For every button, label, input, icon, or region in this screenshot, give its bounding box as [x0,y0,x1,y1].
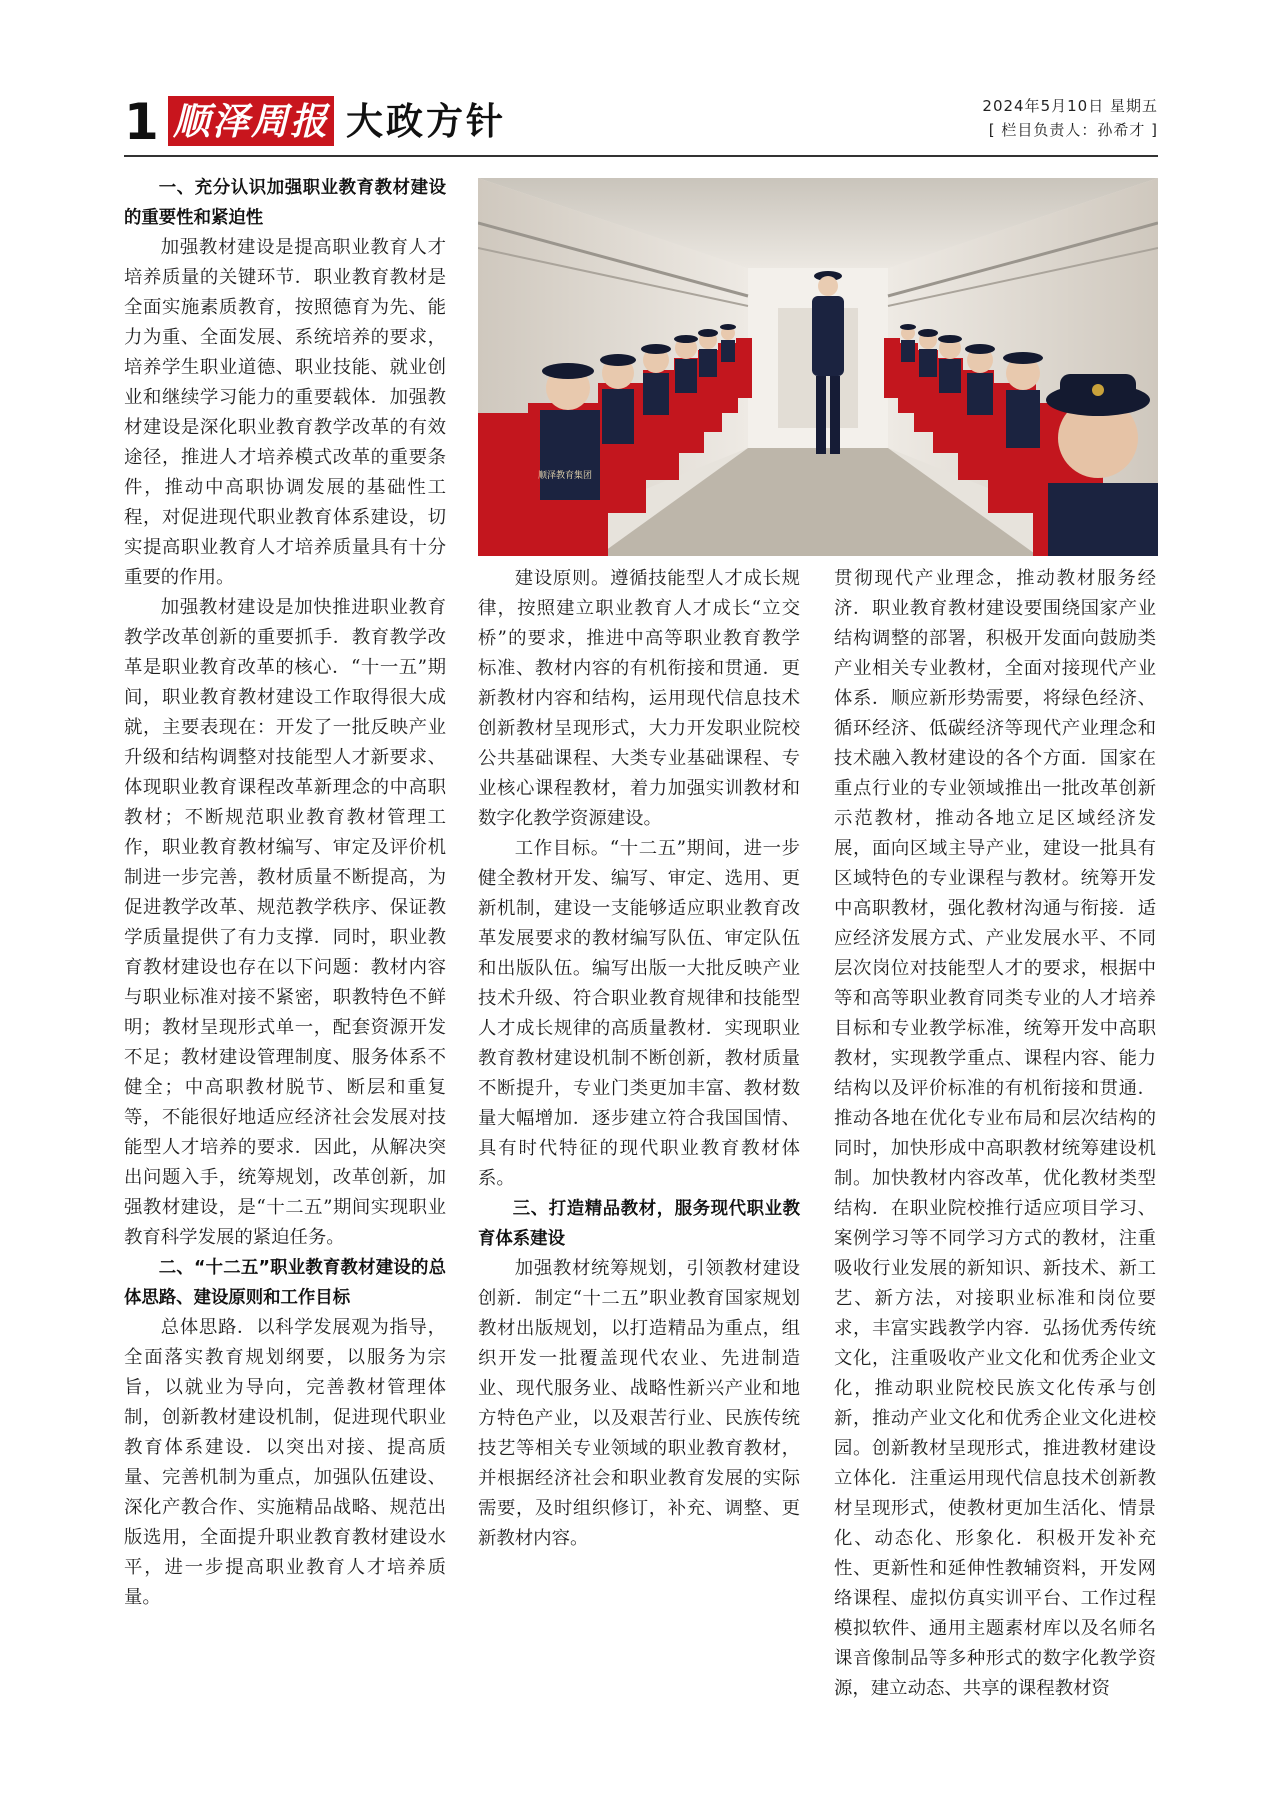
paragraph-2: 加强教材建设是加快推进职业教育教学改革创新的重要抓手．教育教学改革是职业教育改革的核心．“十一五”期间，职业教育教材建设工作取得很大成就，主要表现在：开发了一批反映产业升级和结构调整对技能型人才新要求、体现职业教育课程改革新理念的中高职教材；不断规范职业教育教材管理工作，职业教育教材编写、审定及评价机制进一步完善，教材质量不断提高，为促进教学改革、规范教学秩序、保证教学质量提供了有力支撑．同时，职业教育教材建设也存在以下问题：教材内容与职业标准对接不紧密，职教特色不鲜明；教材呈现形式单一，配套资源开发不足；教材建设管理制度、服务体系不健全；中高职教材脱节、断层和重复等，不能很好地适应经济社会发展对技能型人才培养的要求．因此，从解决突出问题入手，统筹规划，改革创新，加强教材建设，是“十二五”期间实现职业教育科学发展的紧迫任务。 [124,597,446,1248]
heading-2: 二、“十二五”职业教育教材建设的总体思路、建设原则和工作目标 [124,1258,446,1308]
paragraph-4: 建设原则。遵循技能型人才成长规律，按照建立职业教育人才成长“立交桥”的要求，推进中高等职业教育教学标准、教材内容的有机衔接和贯通．更新教材内容和结构，运用现代信息技术创新教材呈现形式，大力开发职业院校公共基础课程、大类专业基础课程、专业核心课程教材，着力加强实训教材和数字化教学资源建设。 [478,568,800,829]
paragraph-7-continued: 贯彻现代产业理念，推动教材服务经济．职业教育教材建设要围绕国家产业结构调整的部署，积极开发面向鼓励类产业相关专业教材，全面对接现代产业体系．顺应新形势需要，将绿色经济、循环经济、低碳经济等现代产业理念和技术融入教材建设的各个方面．国家在重点行业的专业领域推出一批改革创新示范教材，推动各地立足区域经济发展，面向区域主导产业，建设一批具有区域特色的专业课程与教材。统筹开发中高职教材，强化教材沟通与衔接．适应经济发展方式、产业发展水平、不同层次岗位对技能型人才的要求，根据中等和高等职业教育同类专业的人才培养目标和专业教学标准，统筹开发中高职教材，实现教学重点、课程内容、能力结构以及评价标准的有机衔接和贯通．推动各地在优化专业布局和层次结构的同时，加快形成中高职教材统筹建设机制。加快教材内容改革，优化教材类型结构．在职业院校推行适应项目学习、案例学习等不同学习方式的教材，注重吸收行业发展的新知识、新技术、新工艺、新方法，对接职业标准和岗位要求，丰富实践教学内容．弘扬优秀传统文化，注重吸收产业文化和优秀企业文化，推动职业院校民族文化传承与创新，推动产业文化和优秀企业文化进校园。创新教材呈现形式，推进教材建设立体化．注重运用现代信息技术创新教材呈现形式，使教材更加生活化、情景化、动态化、形象化．积极开发补充性、更新性和延伸性教辅资料，开发网络课程、虚拟仿真实训平台、工作过程模拟软件、通用主题素材库以及名师名课音像制品等多种形式的数字化教学资源，建立动态、共享的课程教材资 [834,568,1156,1699]
newspaper-logo: 顺泽周报 [168,96,334,146]
paragraph-6: 加强教材统筹规划，引领教材建设创新．制定“十二五”职业教育国家规划教材出版规划，以打造精品为重点，组织开发一批覆盖现代农业、先进制造业、现代服务业、战略性新兴产业和地方特色产业，以及艰苦行业、民族传统技艺等相关专业领域的职业教育教材，并根据经济社会和职业教育发展的实际需要，及时组织修订，补充、调整、更新教材内容。 [478,1258,800,1549]
seat-logo-text: 顺泽教育集团 [538,471,593,481]
article-column-3 [834,564,1156,1704]
section-title: 大政方针 [346,100,506,143]
paragraph-5: 工作目标。“十二五”期间，进一步健全教材开发、编写、审定、选用、更新机制，建设一支能够适应职业教育改革发展要求的教材编写队伍、审定队伍和出版队伍。编写出版一大批反映产业技术升级、符合职业教育规律和技能型人才成长规律的高质量教材．实现职业教育教材建设机制不断创新，教材质量不断提升，专业门类更加丰富、教材数量大幅增加．逐步建立符合我国国情、具有时代特征的现代职业教育教材体系。 [478,838,800,1189]
paragraph-1: 加强教材建设是提高职业教育人才培养质量的关键环节．职业教育教材是全面实施素质教育，按照德育为先、能力为重、全面发展、系统培养的要求，培养学生职业道德、职业技能、就业创业和继续学习能力的重要载体．加强教材建设是深化职业教育教学改革的有效途径，推进人才培养模式改革的重要条件，推动中高职协调发展的基础性工程，对促进现代职业教育体系建设，切实提高职业教育人才培养质量具有十分重要的作用。 [124,237,446,588]
article-column-2 [478,564,800,1554]
heading-3: 三、打造精品教材，服务现代职业教育体系建设 [478,1199,800,1249]
header-rule [124,155,1158,157]
column-editor: [ 栏目负责人：孙希才 ] [988,121,1158,139]
article-column-1 [124,173,446,1613]
paragraph-3: 总体思路．以科学发展观为指导，全面落实教育规划纲要，以服务为宗旨，以就业为导向，完善教材管理体制，创新教材建设机制，促进现代职业教育体系建设．以突出对接、提高质量、完善机制为重点，加强队伍建设、深化产教合作、实施精品战略、规范出版选用，全面提升职业教育教材建设水平，进一步提高职业教育人才培养质量。 [124,1317,446,1608]
article-photo [478,178,1158,556]
page-number: 1 [124,93,159,151]
heading-1: 一、充分认识加强职业教育教材建设的重要性和紧迫性 [124,178,446,228]
masthead [124,92,1158,154]
issue-date: 2024年5月10日 星期五 [982,97,1158,115]
